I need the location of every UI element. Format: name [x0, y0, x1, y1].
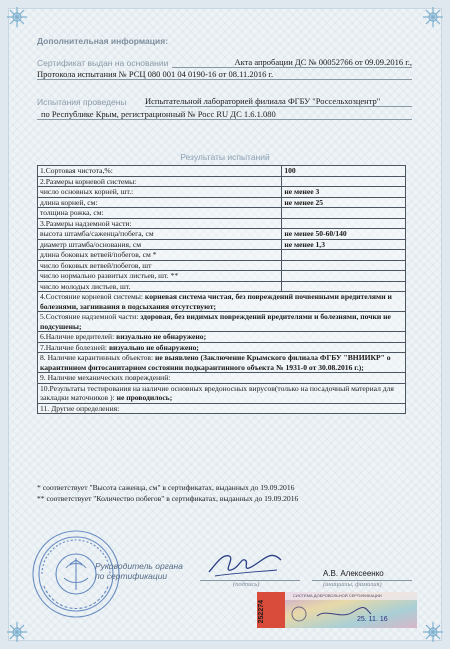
name-caption: (инициалы, фамилия) [323, 581, 382, 588]
full-row-cell [38, 373, 406, 384]
row-label: длина боковых ветвей/побегов, см * [38, 250, 282, 261]
table-row [38, 292, 406, 312]
corner-ornament-icon [422, 621, 444, 643]
row-label: 4.Состояние корневой системы: [40, 292, 144, 301]
row-label: 8. Наличие карантинных объектов: [40, 353, 154, 362]
row-value: не менее 1,3 [282, 239, 406, 250]
row-label: 3.Размеры надземной части: [38, 218, 282, 229]
corner-ornament-icon [6, 6, 28, 28]
row-value: не менее 50-60/140 [282, 229, 406, 240]
row-value [282, 281, 406, 292]
row-label: высота штамба/саженца/побега, см [38, 229, 282, 240]
table-row [38, 383, 406, 403]
row-value [282, 208, 406, 219]
table-row [38, 332, 406, 343]
row-value: не проводилось; [116, 393, 173, 402]
tests-label: Испытания проведены [37, 97, 127, 107]
footnote-2: ** соответствует "Количество побегов" в сертификатах, выданных до 19.09.2016 [37, 494, 299, 503]
row-value: не менее 3 [282, 187, 406, 198]
row-label: 6.Наличие вредителей: [40, 332, 115, 341]
corner-ornament-icon [422, 6, 444, 28]
tests-line-2: по Республике Крым, регистрационный № Росс RU ДС 1.6.1.080 [37, 109, 412, 120]
org-head-caption-1: Руководитель органа [95, 561, 183, 571]
row-label: 7.Наличие болезней: [40, 342, 108, 352]
additional-info-label: Дополнительная информация: [37, 36, 169, 46]
hologram-sticker [257, 592, 417, 628]
table-row [38, 197, 406, 208]
row-value: здоровая, без видимых повреждений вредителями и болезнями, почки не подсушены; [40, 312, 391, 331]
row-value: не менее 25 [282, 197, 406, 208]
hologram-serial: 252274 [258, 600, 265, 624]
table-row [38, 176, 406, 187]
table-row [38, 342, 406, 353]
row-value: визуально не обнаружено; [108, 342, 199, 352]
table-row [38, 281, 406, 292]
row-label: длина корней, см: [38, 197, 282, 208]
org-head-caption-2: по сертификации [95, 571, 168, 581]
table-row [38, 218, 406, 229]
cert-basis-line-1: Акта апробации ДС № 00052766 от 09.09.2016 г., [172, 57, 412, 68]
hologram-date: 25. 11. 16 [357, 616, 388, 623]
full-row-cell [38, 353, 406, 373]
signer-name: А.В. Алексеенко [323, 569, 384, 578]
row-label: число основных корней, шт.: [38, 187, 282, 198]
table-row [38, 166, 406, 177]
hologram-system-text: СИСТЕМА ДОБРОВОЛЬНОЙ СЕРТИФИКАЦИИ [293, 593, 382, 598]
row-value [282, 176, 406, 187]
corner-ornament-icon [6, 621, 28, 643]
row-label: толщина рожка, см: [38, 208, 282, 219]
table-row [38, 271, 406, 282]
table-row [38, 353, 406, 373]
row-label: число боковых ветвей/побегов, шт [38, 260, 282, 271]
table-row [38, 250, 406, 261]
full-row-cell [38, 383, 406, 403]
row-value: 100 [282, 166, 406, 177]
row-value [282, 250, 406, 261]
row-value: не выявлено (Заключение Крымского филиала ФГБУ "ВНИИКР" о карантинном фитосанитарном состоянии подкарантинного объекта № 1931-0 от 30.08.2016 г.); [40, 353, 391, 372]
row-label: число нормально развитых листьев, шт. ** [38, 271, 282, 282]
full-row-cell [38, 312, 406, 332]
row-label: 1.Сортовая чистота,%: [38, 166, 282, 177]
row-value: корневая система чистая, без повреждений почвенными вредителями и болезнями, загнивания в подсыхания отсутствуют; [40, 292, 392, 311]
tests-line-1: Испытательной лабораторией филиала ФГБУ "Россельхозцентр" [145, 96, 412, 107]
handwritten-signature [207, 548, 283, 582]
full-row-cell [38, 342, 406, 353]
results-table [37, 165, 406, 414]
row-label: 2.Размеры корневой системы: [38, 176, 282, 187]
row-value [282, 260, 406, 271]
footnote-1: * соответствует "Высота саженца, см" в сертификатах, выданных до 19.09.2016 [37, 483, 295, 492]
row-label: 10.Результаты тестирования на наличие основных вредоносных вирусов(только на посадочный материал для закладки маточников ): [40, 383, 394, 402]
table-row [38, 312, 406, 332]
row-value [282, 218, 406, 229]
row-label: 11. Другие определения: [40, 403, 120, 413]
row-label: число молодых листьев, шт. [38, 281, 282, 292]
row-value: визуально не обнаружено; [116, 332, 207, 341]
table-row [38, 229, 406, 240]
row-label: диаметр штамба/основания, см [38, 239, 282, 250]
results-title: Результаты испытаний [180, 152, 270, 162]
table-row [38, 187, 406, 198]
row-label: 9. Наличие механических повреждений: [40, 373, 171, 382]
full-row-cell [38, 332, 406, 343]
full-row-cell [38, 403, 406, 414]
row-label: 5.Состояние надземной части: [40, 312, 139, 321]
signature-caption: (подпись) [233, 581, 260, 588]
row-value [282, 271, 406, 282]
full-row-cell [38, 292, 406, 312]
cert-basis-label: Сертификат выдан на основании [37, 58, 169, 68]
table-row [38, 260, 406, 271]
table-row [38, 208, 406, 219]
table-row [38, 239, 406, 250]
table-row [38, 403, 406, 414]
table-row [38, 373, 406, 384]
cert-basis-line-2: Протокола испытания № РСЦ 080 001 04 0190-16 от 08.11.2016 г. [37, 69, 412, 80]
